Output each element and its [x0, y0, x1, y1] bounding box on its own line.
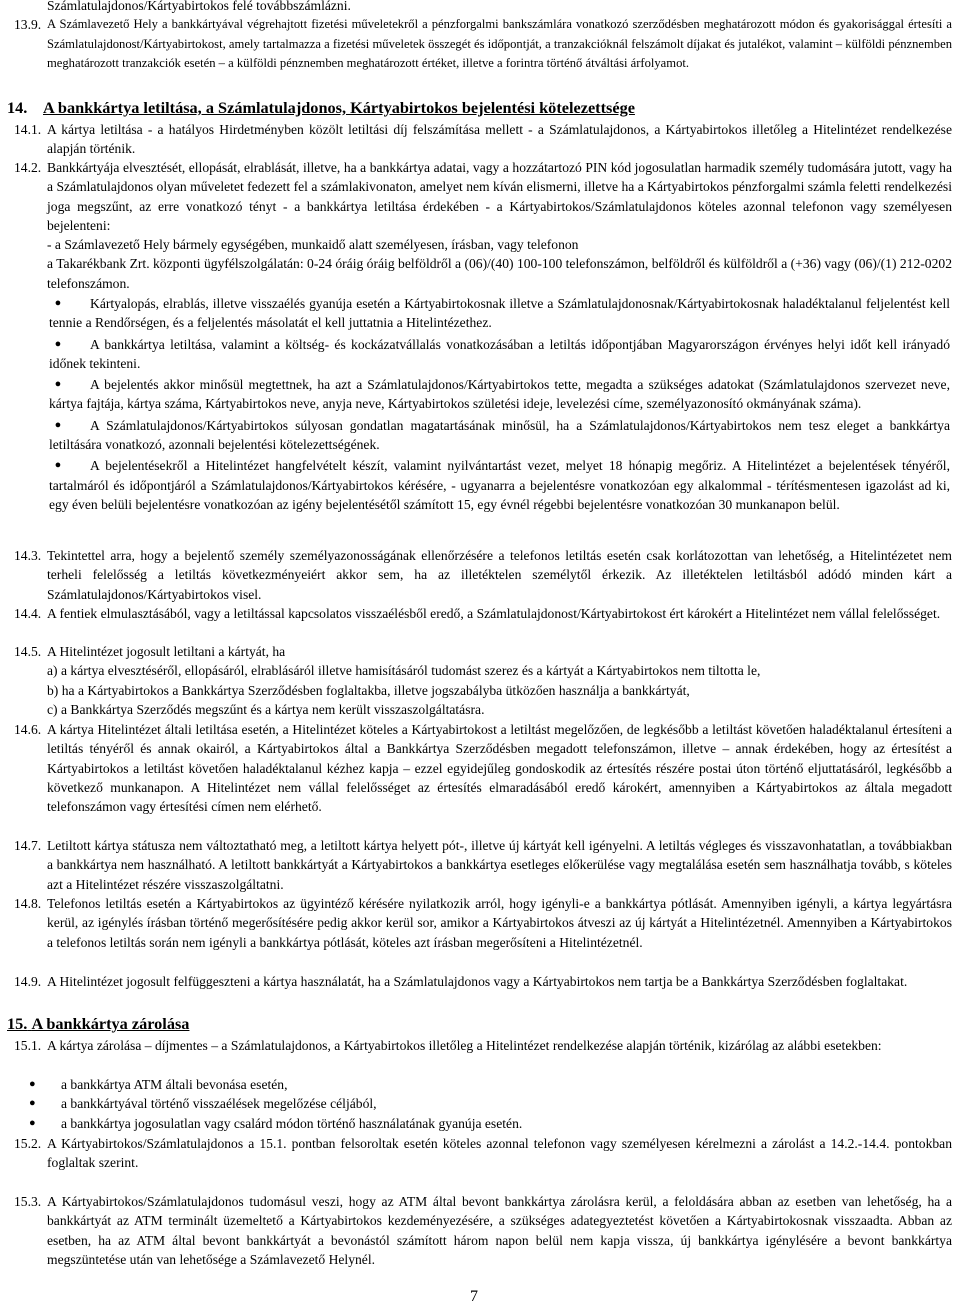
- list-item: [14, 1114, 950, 1133]
- section-14-9: [14, 972, 952, 991]
- section-number: 14.7.: [14, 838, 42, 853]
- section-14-3: [14, 546, 952, 604]
- section-text: A kártya letiltása - a hatályos Hirdetményben közölt letiltási díj felszámítása mellett - a Számlatulajdonos, a Kártyabirtokos illetőleg a Hitelintézet rendelkezése alapján történik.: [47, 122, 952, 157]
- section-text: Bankkártyája elvesztését, ellopását, elrablását, illetve, ha a bankkártya adatai, vagy a hozzátartozó PIN kód jogosulatlan harmadik személy tudomására jutott, vagy ha a Számlatulajdonos olyan műveletet fedezett fel a számlakivonaton, amelyet nem kíván elismerni, illetve ha a Kártyabirtokos pénzforgalmi számla feletti rendelkezési joga megszűnt, az erre vonatkozó tényt - a bankkártya letiltása érdekében - a Kártyabirtokos/Számlatulajdonos köteles azonnal telefonon vagy személyesen bejelenteni:: [47, 160, 952, 233]
- list-item: [49, 416, 950, 455]
- section-14-4: [14, 604, 952, 623]
- section-number: 14.4.: [14, 606, 42, 621]
- bullet-list-15: [14, 1075, 950, 1133]
- top-line-text: Számlatulajdonos/Kártyabirtokos felé továbbszámlázni.: [47, 0, 351, 13]
- section-text: A Kártyabirtokos/Számlatulajdonos a 15.1. pontban felsoroltak esetén köteles azonnal telefonon vagy személyesen kérelmezni a zárolást a 14.2.-14.4. pontokban foglaltak szerint.: [47, 1136, 952, 1171]
- list-item: [49, 456, 950, 514]
- section-text: Letiltott kártya státusza nem változtatható meg, a letiltott kártya helyett pót-, illetve új kártyát kell igényelni. A letiltás végleges és visszavonhatatlan, a továbbiakban a bankkártya nem használható. A letiltott bankkártyát a Kártyabirtokos a bankkártya esetleges előkerülése vagy megtalálása esetén sem használhatja tovább, s köteles azt a Hitelintézet részére visszaszolgáltatni.: [47, 838, 952, 892]
- list-item: [49, 335, 950, 374]
- section-text: A Számlavezető Hely a bankkártyával végrehajtott fizetési műveletekről a pénzforgalmi bankszámlára vonatkozó szerződésben meghatározott módon és gyakorisággal értesíti a Számlatulajdonost/Kártyabirtokost, amely tartalmazza a fizetési műveletek összegét és időpontját, a tranzakcióknál felszámolt díjakat és jutalékot, valamint – külföldi pénznemben meghatározott tranzakciók esetén – a külföldi pénznemben meghatározott értéket, illetve a forintra történő átváltási árfolyamot.: [47, 17, 952, 71]
- section-text: Telefonos letiltás esetén a Kártyabirtokos az ügyintéző kérésére nyilatkozik arról, hogy igényli-e a bankkártya pótlását. Amennyiben igényli, a kártya legyártásra kerül, az igénylés írásban történő megerősítésére pedig akkor kerül sor, amikor a Kártyabirtokos átveszi az új kártyát a Hitelintézetnél. Amennyiben a Kártyabirtokos a telefonos letiltás során nem igényli a bankkártya pótlását, köteles azt írásban megerősíteni a Hitelintézetnél.: [47, 896, 952, 950]
- list-item-text: a bankkártya jogosulatlan vagy csalárd módon történő használatának gyanúja esetén.: [61, 1115, 523, 1131]
- section-number: 14.5.: [14, 644, 42, 659]
- section-text: Tekintettel arra, hogy a bejelentő személy személyazonosságának ellenőrzésére a telefonos letiltás esetén csak korlátozottan van lehetőség, a Hitelintézetet nem terheli felelősség a letiltás következményeiért akkor sem, ha az illetéktelen személytől érkezik. Az illetéktelen letiltásból adódó minden kárt a Számlatulajdonos/Kártyabirtokos visel.: [47, 548, 952, 602]
- section-15-1: [14, 1036, 952, 1055]
- bullet-icon: ●: [29, 1078, 36, 1090]
- section-number: 13.9.: [14, 17, 42, 32]
- section-14-5: [14, 642, 952, 719]
- heading-number: 14.: [7, 98, 28, 117]
- list-item-text: A bankkártya letiltása, valamint a költség- és kockázatvállalás vonatkozásában a letiltás időpontjában Magyarországon érvényes helyi időt kell irányadó időnek tekinteni.: [49, 336, 950, 371]
- section-number: 15.3.: [14, 1194, 42, 1209]
- heading-title: A bankkártya zárolása: [31, 1014, 190, 1033]
- list-item: [14, 1075, 950, 1094]
- bullet-icon: ●: [54, 418, 62, 431]
- section-15-3: [14, 1192, 952, 1269]
- section-text: A Hitelintézet jogosult felfüggeszteni a kártya használatát, ha a Számlatulajdonos vagy a Kártyabirtokos nem tartja be a Bankkártya Szerződésben foglaltakat.: [47, 974, 908, 989]
- section-14-8: [14, 894, 952, 952]
- list-item: [14, 1094, 950, 1113]
- section-14-1: [14, 120, 952, 159]
- section-number: 14.1.: [14, 122, 42, 137]
- section-number: 14.8.: [14, 896, 42, 911]
- list-item-text: A Számlatulajdonos/Kártyabirtokos súlyosan gondatlan magatartásának minősül, ha a Számlatulajdonos/Kártyabirtokos nem tesz eleget a bankkártya letiltására vonatkozó, azonnali bejelentési kötelezettségének.: [49, 417, 950, 453]
- page-number: 7: [470, 1288, 478, 1305]
- section-number: 15.1.: [14, 1038, 42, 1053]
- section-14-7: [14, 836, 952, 894]
- section-14-2: [14, 158, 952, 293]
- list-item-text: A bejelentésekről a Hitelintézet hangfelvételt készít, valamint nyilvántartást vezet, melyet 18 hónapig megőriz. A Hitelintézet a bejelentések tényéről, tartalmáról és időpontjáról a Számlatulajdonos/Kártyabirtokos kérésére, - ugyanarra a bejelentésre vonatkozóan egy alkalommal - térítésmentesen igazolást ad ki, egy éven belüli bejelentésre vonatkozóan az igény bejelentésétől számított 15, egy évnél régebbi bejelentésre vonatkozóan 30 munkanapon belül.: [49, 458, 950, 512]
- list-item-text: a bankkártyával történő visszaélések megelőzése céljából,: [61, 1096, 377, 1112]
- list-item: c) a Bankkártya Szerződés megszűnt és a kártya nem került visszaszolgáltatásra.: [47, 701, 485, 717]
- bullet-icon: ●: [54, 337, 62, 350]
- list-item: [49, 375, 950, 414]
- list-item: a) a kártya elvesztéséről, ellopásáról, elrablásáról illetve hamisításáról tudomást szerez és a kártyát a Kártyabirtokos nem tiltotta le,: [47, 663, 761, 679]
- bullet-icon: ●: [29, 1116, 36, 1129]
- section-text: A fentiek elmulasztásából, vagy a letiltással kapcsolatos visszaélésből eredő, a Számlatulajdonost/Kártyabirtokost ért károkért a Hitelintézet nem vállal felelősséget.: [47, 606, 941, 621]
- list-item: [49, 294, 950, 333]
- heading-title: A bankkártya letiltása, a Számlatulajdonos, Kártyabirtokos bejelentési kötelezettsége: [43, 98, 635, 117]
- section-line-2: - a Számlavezető Hely bármely egységében, munkaidő alatt személyesen, írásban, vagy telefonon: [47, 237, 579, 253]
- heading-14: [7, 98, 635, 118]
- list-item-text: A bejelentés akkor minősül megtettnek, ha azt a Számlatulajdonos/Kártyabirtokos tette, megadta a szükséges adatokat (Számlatulajdonos szervezet neve, kártya fajtája, kártya száma, Kártyabirtokos neve, anyja neve, Kártyabirtokos születési ideje, levelezési címe, személyazonosító okmányának száma).: [49, 377, 950, 412]
- top-line: [47, 0, 952, 15]
- section-text: A kártya zárolása – díjmentes – a Számlatulajdonos, a Kártyabirtokos illetőleg a Hitelintézet rendelkezése alapján történik, kizárólag az alábbi esetekben:: [47, 1038, 882, 1053]
- section-line-3: a Takarékbank Zrt. központi ügyfélszolgálatán: 0-24 óráig óráig belföldről a (06)/(40) 100-100 telefonszámon, belföldről és külföldről a (+36) vagy (06)/(1) 212-0202 telefonszámon.: [47, 256, 952, 291]
- section-number: 15.2.: [14, 1136, 42, 1151]
- list-item-text: Kártyalopás, elrablás, illetve visszaélés gyanúja esetén a Kártyabirtokosnak illetve a Számlatulajdonosnak/Kártyabirtokosnak haladéktalanul feljelentést kell tennie a Rendőrségen, és a feljelentés másolatát el kell juttatnia a Hitelintézethez.: [49, 296, 950, 331]
- section-13-9: [14, 15, 952, 74]
- section-number: 14.2.: [14, 160, 42, 175]
- heading-number: 15.: [7, 1014, 28, 1033]
- section-text: A Hitelintézet jogosult letiltani a kártyát, ha: [47, 644, 286, 659]
- section-14-6: [14, 720, 952, 816]
- bullet-icon: ●: [29, 1097, 36, 1110]
- bullet-icon: ●: [54, 297, 62, 309]
- bullet-icon: ●: [54, 378, 62, 391]
- bullet-icon: ●: [54, 459, 62, 472]
- list-item: b) ha a Kártyabirtokos a Bankkártya Szerződésben foglaltakba, illetve jogszabályba ütközően használja a bankkártyát,: [47, 682, 690, 698]
- bullet-list-14: [49, 294, 950, 514]
- heading-15: [7, 1014, 189, 1034]
- section-text: A kártya Hitelintézet általi letiltása esetén, a Hitelintézet köteles a Kártyabirtokost a letiltást megelőzően, de legkésőbb a letiltást követően haladéktalanul értesíteni a letiltás tényéről és annak okairól, a Kártyabirtokos által a Bankkártya Szerződésben megadott telefonszámon, illetve – annak érdekében, hogy az értesítést a Kártyabirtokos a letiltást követően haladéktalanul kézhez kapja – ezzel egyidejűleg gondoskodik az értesítés részére postai úton történő eljuttatásáról, legkésőbb a következő munkanapon. A Hitelintézet nem vállal felelősséget az értesítés elmaradásából eredő károkért, amennyiben a Kártyabirtokos az általa megadott telefonszámon vagy értesítési címen nem elérhető.: [47, 722, 952, 815]
- section-number: 14.9.: [14, 974, 42, 989]
- section-number: 14.6.: [14, 722, 42, 737]
- section-15-2: [14, 1134, 952, 1173]
- list-item-text: a bankkártya ATM általi bevonása esetén,: [61, 1077, 288, 1092]
- section-text: A Kártyabirtokos/Számlatulajdonos tudomásul veszi, hogy az ATM által bevont bankkártya zárolásra kerül, a feloldására abban az esetben van lehetőség, ha a bankkártyát az ATM terminált üzemeltető a Kártyabirtokos kezdeményezésére, a szükséges adategyeztetést követően a Kártyabirtokosnak visszaadta. Abban az esetben, ha az ATM által bevont bankkártyát a bevonástól számított három napon belül nem kapja vissza, új bankkártya igénylésére a bevont bankkártya megszüntetése után van lehetősége a Számlavezető Helynél.: [47, 1194, 952, 1267]
- section-number: 14.3.: [14, 548, 42, 563]
